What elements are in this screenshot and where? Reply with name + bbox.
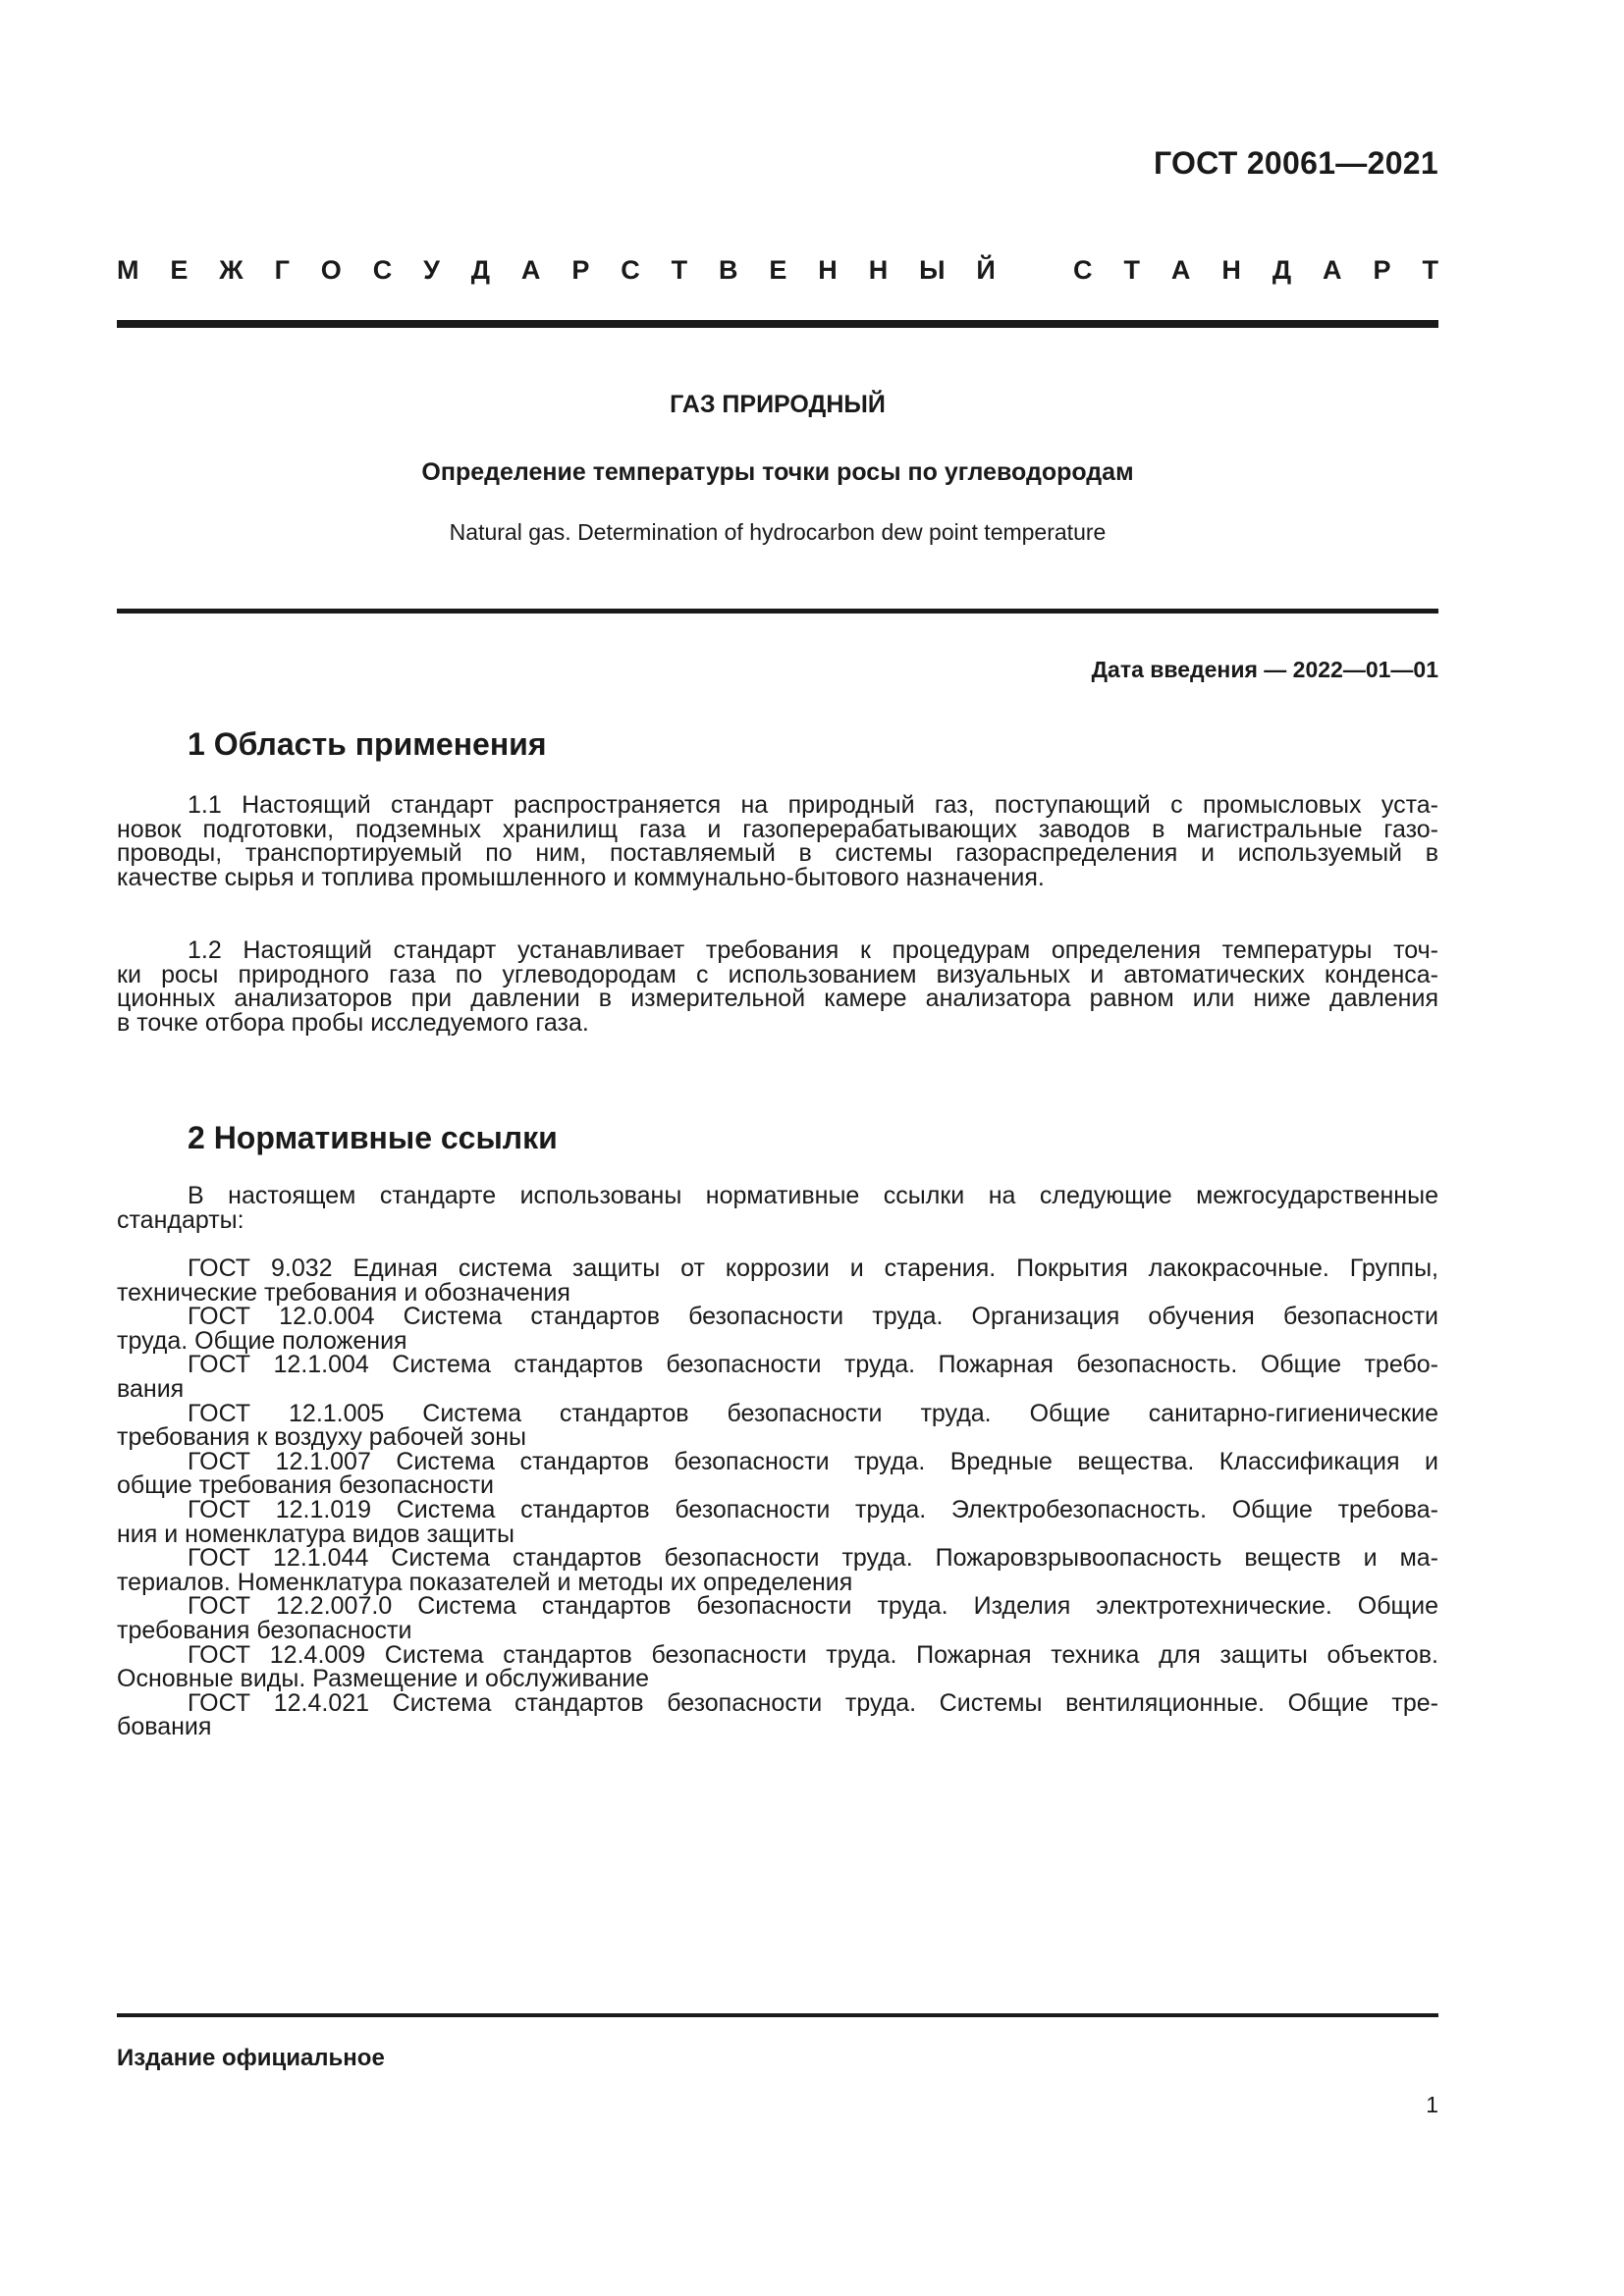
text-line: технические требования и обозначения bbox=[117, 1278, 570, 1307]
text-line: вания bbox=[117, 1374, 185, 1403]
text-line: ГОСТ 12.4.009 Система стандартов безопасности труда. Пожарная техника для защиты объектов. bbox=[188, 1640, 1438, 1669]
banner-letter: Д bbox=[1272, 255, 1292, 285]
introduction-date: Дата введения — 2022—01—01 bbox=[1091, 657, 1438, 682]
banner-letter: Н bbox=[1221, 255, 1241, 285]
title-divider bbox=[117, 609, 1438, 614]
text-line: ГОСТ 12.1.005 Система стандартов безопасности труда. Общие санитарно-гигиенические bbox=[188, 1399, 1438, 1427]
text-line: ГОСТ 12.1.004 Система стандартов безопасности труда. Пожарная безопасность. Общие требо- bbox=[188, 1351, 1438, 1379]
standard-number: ГОСТ 20061—2021 bbox=[1153, 145, 1438, 181]
text-line: бования bbox=[117, 1713, 212, 1741]
text-line: ГОСТ 12.4.021 Система стандартов безопасности труда. Системы вентиляционные. Общие тре- bbox=[188, 1688, 1438, 1717]
banner-letter: Р bbox=[571, 255, 590, 285]
banner-letter: Т bbox=[671, 255, 688, 285]
text-line: ки росы природного газа по углеводородам с использованием визуальных и автоматических конденса- bbox=[117, 960, 1438, 988]
text-line: ГОСТ 12.1.007 Система стандартов безопасности труда. Вредные вещества. Классификация и bbox=[188, 1447, 1438, 1475]
text-line: 1.1 Настоящий стандарт распространяется на природный газ, поступающий с промысловых уста- bbox=[188, 791, 1438, 819]
banner-word-interstate bbox=[117, 255, 996, 286]
text-line: териалов. Номенклатура показателей и методы их определения bbox=[117, 1568, 853, 1596]
references-intro bbox=[117, 1184, 1438, 1232]
text-line: ционных анализаторов при давлении в измерительной камере анализатора равном или ниже давления bbox=[117, 985, 1438, 1013]
page-number: 1 bbox=[1426, 2092, 1438, 2117]
banner-word-standard bbox=[1073, 255, 1438, 286]
reference-item bbox=[117, 1594, 1438, 1642]
banner-letter: У bbox=[423, 255, 440, 285]
banner-letter: М bbox=[117, 255, 139, 285]
text-line: ния и номенклатура видов защиты bbox=[117, 1520, 514, 1548]
text-line: ГОСТ 12.0.004 Система стандартов безопасности труда. Организация обучения безопасности bbox=[188, 1303, 1438, 1331]
reference-item bbox=[117, 1305, 1438, 1353]
banner-letter: Н bbox=[868, 255, 889, 285]
banner-letter: А bbox=[1170, 255, 1191, 285]
text-line: требования к воздуху рабочей зоны bbox=[117, 1423, 526, 1452]
reference-item bbox=[117, 1688, 1438, 1741]
banner-letter: С bbox=[372, 255, 393, 285]
reference-item bbox=[117, 1256, 1438, 1305]
banner-letter: А bbox=[1323, 255, 1342, 285]
text-line: Основные виды. Размещение и обслуживание bbox=[117, 1665, 650, 1693]
banner-letter: С bbox=[1073, 255, 1093, 285]
reference-item bbox=[117, 1640, 1438, 1693]
banner-letter: Р bbox=[1373, 255, 1391, 285]
banner-letter: Е bbox=[170, 255, 189, 285]
text-line: ГОСТ 12.1.044 Система стандартов безопасности труда. Пожаровзрывоопасность веществ и ма- bbox=[188, 1544, 1438, 1573]
banner-letter: Д bbox=[470, 255, 491, 285]
text-line: ГОСТ 12.2.007.0 Система стандартов безопасности труда. Изделия электротехнические. Общие bbox=[188, 1592, 1438, 1621]
document-title: ГАЗ ПРИРОДНЫЙ bbox=[670, 391, 886, 418]
banner-letter: Й bbox=[976, 255, 996, 285]
text-line: ГОСТ 9.032 Единая система защиты от коррозии и старения. Покрытия лакокрасочные. Группы, bbox=[188, 1255, 1438, 1282]
paragraph-1-2 bbox=[117, 938, 1438, 1035]
document-page bbox=[117, 0, 1438, 2296]
text-line: проводы, транспортируемый по ним, поставляемый в системы газораспределения и используемый в bbox=[117, 839, 1438, 868]
text-line: качестве сырья и топлива промышленного и коммунально-бытового назначения. bbox=[117, 863, 1045, 891]
text-line: стандарты: bbox=[117, 1205, 244, 1234]
banner-letter: Е bbox=[769, 255, 787, 285]
document-title-english: Natural gas. Determination of hydrocarbon dew point temperature bbox=[449, 519, 1107, 545]
section-heading-scope: 1 Область применения bbox=[188, 726, 547, 762]
reference-item bbox=[117, 1495, 1438, 1548]
official-edition-label: Издание официальное bbox=[117, 2045, 385, 2071]
text-line: ГОСТ 12.1.019 Система стандартов безопасности труда. Электробезопасность. Общие требова- bbox=[188, 1495, 1438, 1523]
text-line: 1.2 Настоящий стандарт устанавливает требования к процедурам определения температуры точ- bbox=[188, 936, 1438, 964]
reference-item bbox=[117, 1447, 1438, 1500]
interstate-standard-banner bbox=[117, 255, 1438, 286]
text-line: В настоящем стандарте использованы нормативные ссылки на следующие межгосударственные bbox=[188, 1182, 1438, 1209]
banner-letter: Т bbox=[1422, 255, 1438, 285]
references-list bbox=[117, 1256, 1438, 1739]
banner-letter: О bbox=[320, 255, 342, 285]
banner-letter: А bbox=[520, 255, 541, 285]
banner-letter: Н bbox=[818, 255, 838, 285]
banner-letter: Ж bbox=[219, 255, 244, 285]
reference-item bbox=[117, 1399, 1438, 1452]
text-line: в точке отбора пробы исследуемого газа. bbox=[117, 1008, 589, 1037]
section-heading-normative-references: 2 Нормативные ссылки bbox=[188, 1120, 558, 1155]
banner-letter: Ы bbox=[919, 255, 946, 285]
paragraph-1-1 bbox=[117, 793, 1438, 889]
footer-divider bbox=[117, 2013, 1438, 2017]
header-divider bbox=[117, 320, 1438, 328]
text-line: требования безопасности bbox=[117, 1616, 412, 1644]
banner-letter: С bbox=[621, 255, 640, 285]
text-line: новок подготовки, подземных хранилищ газа и газоперерабатывающих заводов в магистральные газо- bbox=[117, 815, 1438, 843]
banner-letter: В bbox=[719, 255, 738, 285]
text-line: труда. Общие положения bbox=[117, 1326, 407, 1355]
text-line: общие требования безопасности bbox=[117, 1471, 495, 1500]
banner-letter: Г bbox=[274, 255, 290, 285]
reference-item bbox=[117, 1353, 1438, 1401]
document-subtitle: Определение температуры точки росы по углеводородам bbox=[421, 458, 1134, 486]
banner-letter: Т bbox=[1123, 255, 1140, 285]
reference-item bbox=[117, 1546, 1438, 1594]
